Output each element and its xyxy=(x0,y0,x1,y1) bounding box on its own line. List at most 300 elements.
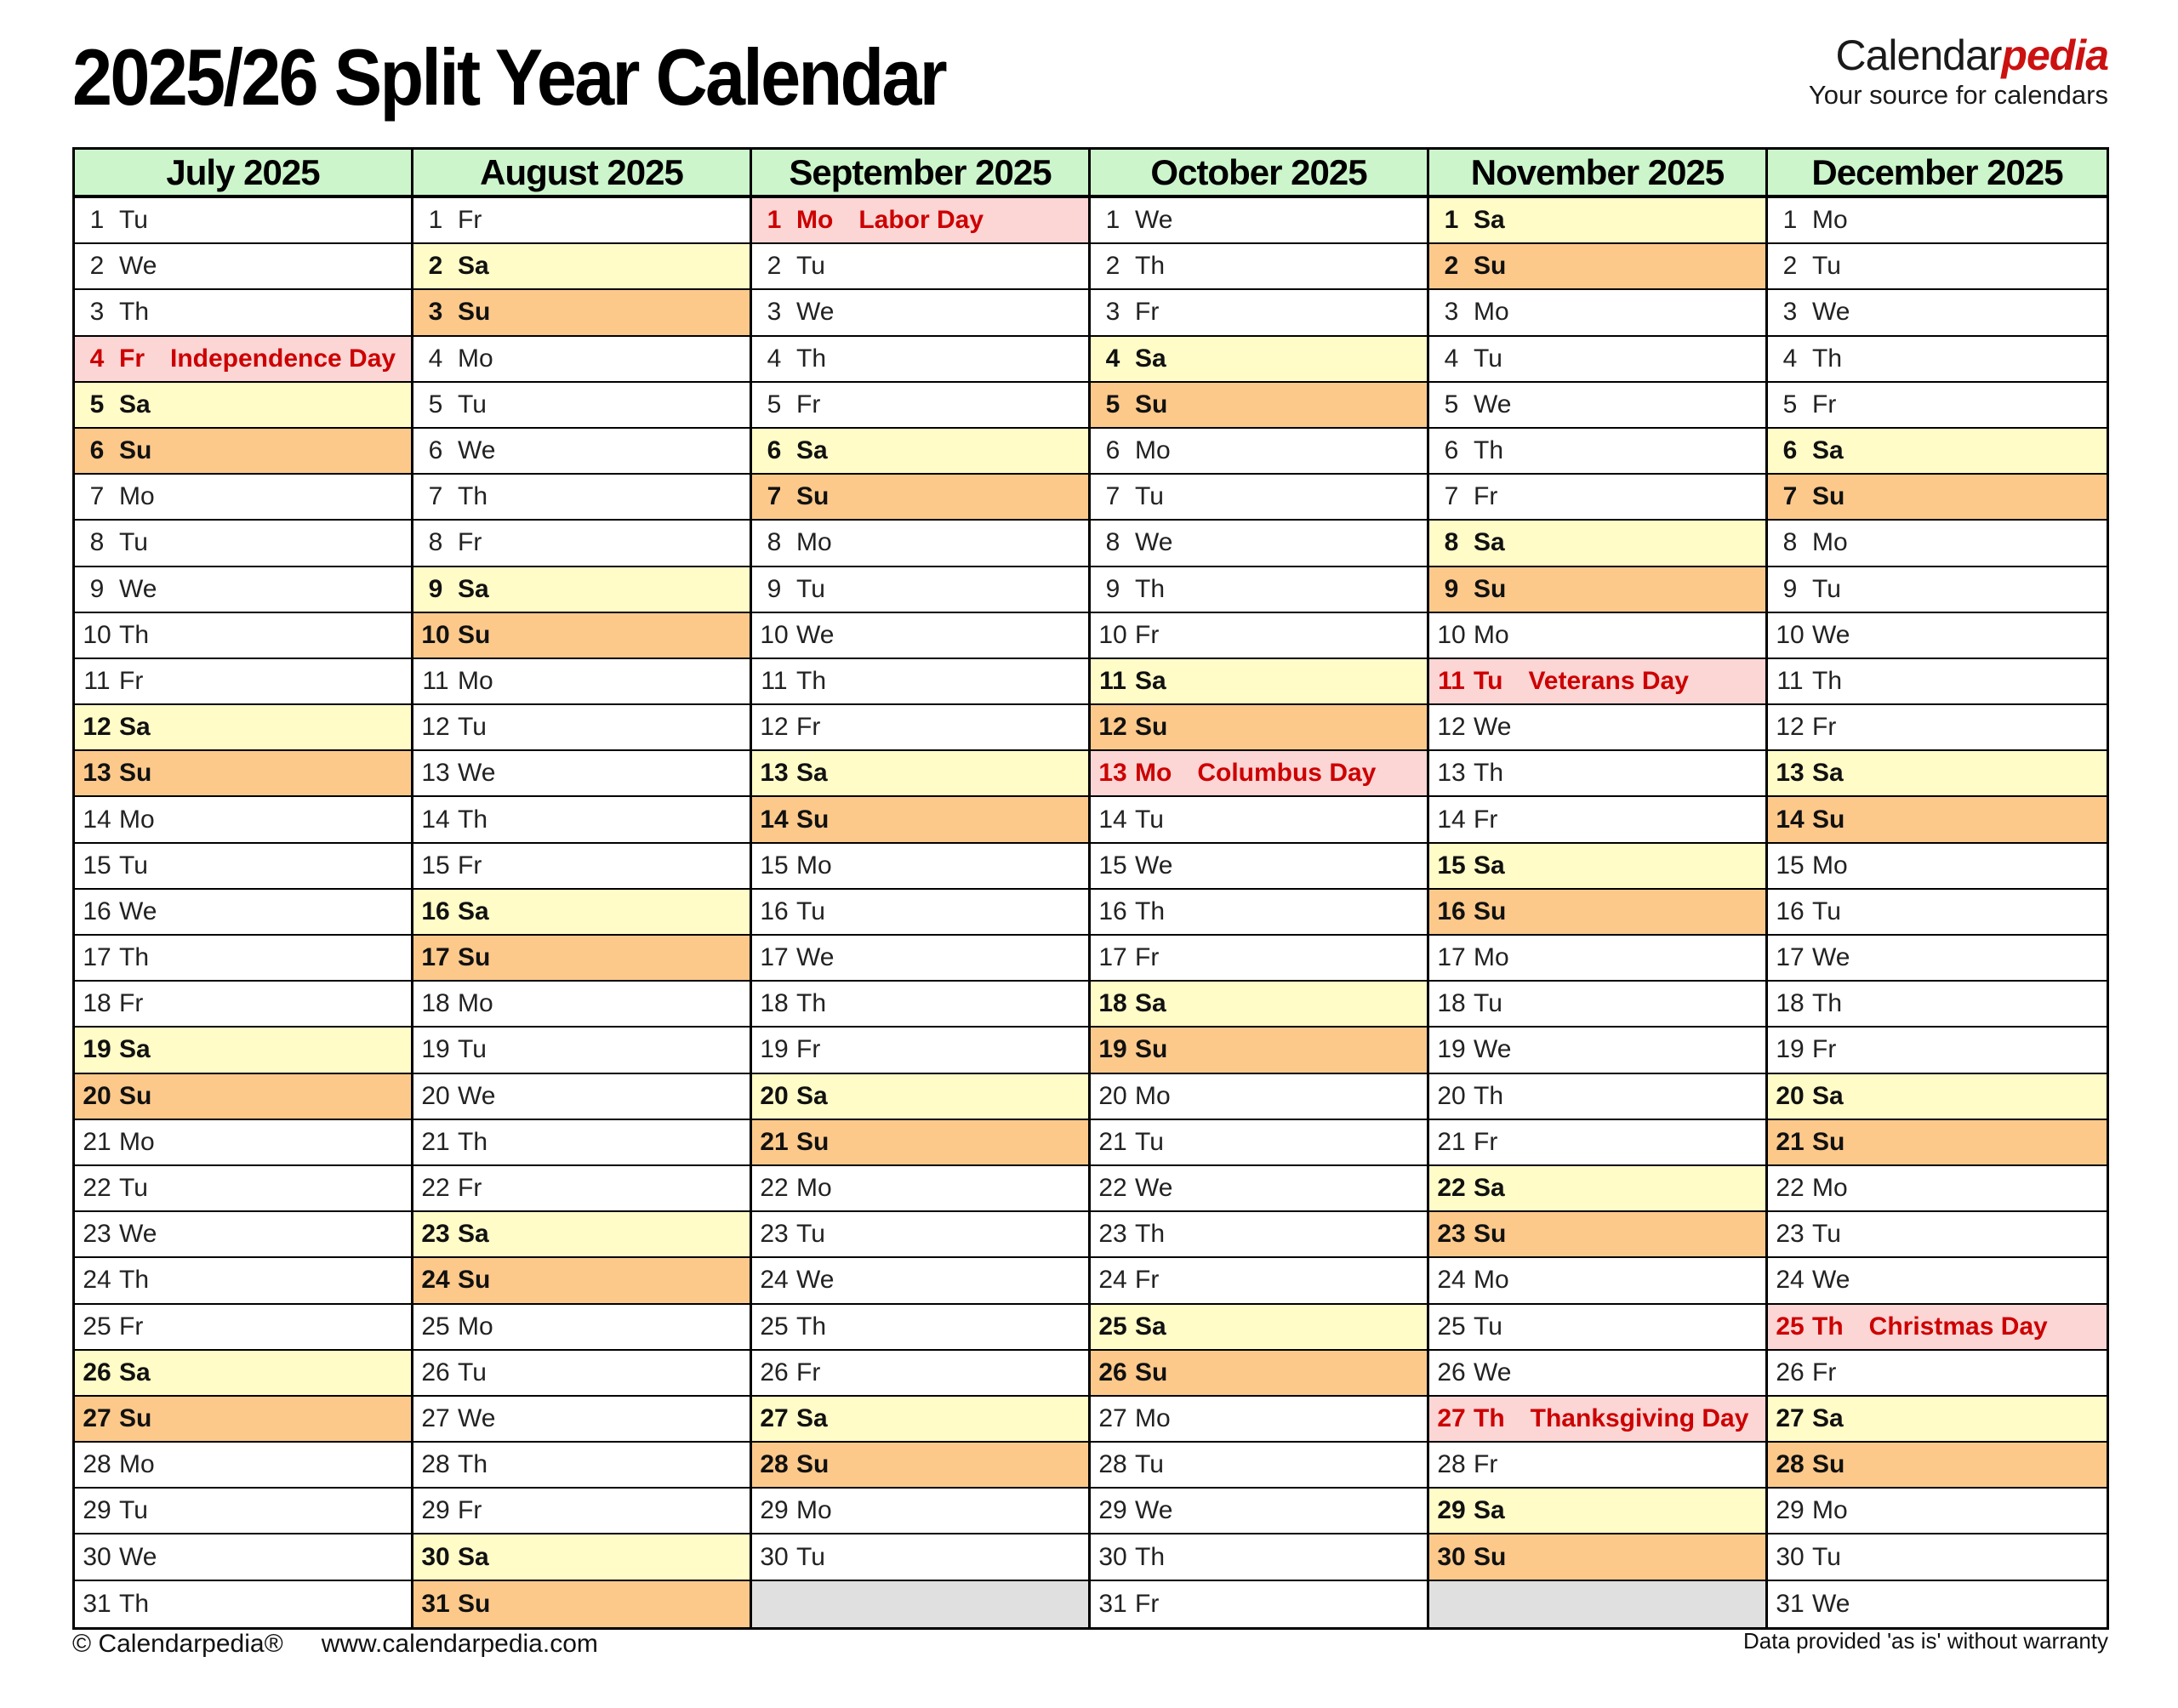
day-cell-november-2025-22 xyxy=(1429,1166,1768,1212)
day-number: 10 xyxy=(1776,620,1805,649)
day-cell-september-2025-23 xyxy=(752,1212,1091,1258)
day-number: 1 xyxy=(1105,206,1120,235)
day-weekday: Mo xyxy=(119,1127,155,1156)
day-cell-august-2025-9 xyxy=(413,567,752,613)
day-cell-august-2025-2 xyxy=(413,244,752,290)
day-weekday: Su xyxy=(458,1589,491,1618)
day-cell-november-2025-26 xyxy=(1429,1351,1768,1397)
day-number: 9 xyxy=(1782,574,1798,603)
day-weekday: Tu xyxy=(1812,1220,1841,1249)
day-cell-july-2025-31 xyxy=(75,1581,413,1627)
day-cell-september-2025-13 xyxy=(752,751,1091,797)
day-weekday: Mo xyxy=(119,805,155,834)
day-weekday: Su xyxy=(458,1266,491,1295)
day-number: 6 xyxy=(1444,436,1459,465)
day-weekday: Su xyxy=(1812,805,1845,834)
day-number: 23 xyxy=(1098,1220,1127,1249)
day-number: 3 xyxy=(1105,298,1120,327)
day-weekday: Fr xyxy=(1135,620,1160,649)
day-weekday: Su xyxy=(119,1403,152,1432)
day-weekday: Tu xyxy=(1474,666,1503,695)
day-weekday: Sa xyxy=(119,390,151,418)
day-number: 30 xyxy=(1776,1542,1805,1571)
day-cell-november-2025-12 xyxy=(1429,705,1768,751)
day-cell-september-2025-15 xyxy=(752,844,1091,890)
day-weekday: We xyxy=(796,943,835,972)
day-number: 19 xyxy=(421,1035,450,1064)
day-cell-september-2025-29 xyxy=(752,1489,1091,1534)
day-cell-september-2025-22 xyxy=(752,1166,1091,1212)
day-weekday: Mo xyxy=(1135,759,1172,788)
day-weekday: Mo xyxy=(796,1174,832,1203)
day-weekday: Su xyxy=(796,1127,830,1156)
day-cell-july-2025-11 xyxy=(75,659,413,705)
day-cell-december-2025-2 xyxy=(1768,244,2107,290)
day-weekday: We xyxy=(119,1220,157,1249)
day-cell-december-2025-15 xyxy=(1768,844,2107,890)
day-number: 20 xyxy=(421,1081,450,1110)
day-cell-december-2025-3 xyxy=(1768,290,2107,336)
day-cell-july-2025-27 xyxy=(75,1397,413,1443)
day-weekday: Tu xyxy=(119,851,148,880)
day-cell-october-2025-28 xyxy=(1091,1443,1429,1489)
day-number: 7 xyxy=(1444,482,1459,511)
day-weekday: Mo xyxy=(119,1450,155,1479)
day-weekday: Su xyxy=(1135,1035,1168,1064)
day-number: 10 xyxy=(421,620,450,649)
day-number: 15 xyxy=(421,851,450,880)
day-cell-july-2025-28 xyxy=(75,1443,413,1489)
day-number: 26 xyxy=(421,1358,450,1386)
day-cell-september-2025-16 xyxy=(752,890,1091,936)
month-header-august-2025: August 2025 xyxy=(413,150,752,198)
day-number: 19 xyxy=(760,1035,789,1064)
day-weekday: Th xyxy=(1812,1312,1844,1341)
day-number: 21 xyxy=(421,1127,450,1156)
day-cell-october-2025-2 xyxy=(1091,244,1429,290)
day-number: 29 xyxy=(83,1496,111,1525)
day-weekday: Th xyxy=(1135,1220,1166,1249)
day-cell-december-2025-26 xyxy=(1768,1351,2107,1397)
day-cell-october-2025-25 xyxy=(1091,1305,1429,1351)
day-cell-august-2025-19 xyxy=(413,1028,752,1073)
day-cell-july-2025-7 xyxy=(75,475,413,521)
day-cell-october-2025-6 xyxy=(1091,429,1429,475)
day-cell-july-2025-30 xyxy=(75,1534,413,1580)
day-cell-september-2025-17 xyxy=(752,936,1091,982)
day-cell-november-2025-18 xyxy=(1429,982,1768,1028)
day-cell-august-2025-16 xyxy=(413,890,752,936)
day-weekday: Su xyxy=(1812,482,1845,511)
day-cell-december-2025-24 xyxy=(1768,1258,2107,1304)
day-weekday: We xyxy=(119,897,157,925)
day-number: 2 xyxy=(89,252,105,281)
day-cell-july-2025-22 xyxy=(75,1166,413,1212)
day-weekday: Fr xyxy=(1135,943,1160,972)
day-weekday: We xyxy=(1135,206,1173,235)
day-cell-september-2025-6 xyxy=(752,429,1091,475)
day-weekday: We xyxy=(796,620,835,649)
day-weekday: Mo xyxy=(1812,1496,1848,1525)
day-weekday: Th xyxy=(1812,989,1843,1018)
day-weekday: Fr xyxy=(458,206,482,235)
day-weekday: Fr xyxy=(119,344,145,373)
day-weekday: Mo xyxy=(1135,1403,1171,1432)
day-number: 22 xyxy=(1776,1174,1805,1203)
day-number: 24 xyxy=(421,1266,450,1295)
day-number: 11 xyxy=(1776,666,1804,695)
day-weekday: Su xyxy=(119,759,152,788)
day-number: 25 xyxy=(83,1312,111,1341)
day-weekday: Fr xyxy=(796,1358,821,1386)
day-weekday: We xyxy=(1135,528,1173,557)
day-cell-august-2025-6 xyxy=(413,429,752,475)
day-weekday: Th xyxy=(119,1589,150,1618)
day-cell-october-2025-8 xyxy=(1091,521,1429,566)
day-cell-july-2025-9 xyxy=(75,567,413,613)
day-number: 5 xyxy=(1782,390,1798,418)
day-number: 16 xyxy=(421,897,450,925)
day-number: 27 xyxy=(1776,1403,1805,1432)
day-weekday: Mo xyxy=(1812,528,1848,557)
day-number: 31 xyxy=(1776,1589,1805,1618)
day-number: 11 xyxy=(1438,666,1465,695)
day-cell-september-2025-28 xyxy=(752,1443,1091,1489)
day-number: 19 xyxy=(83,1035,111,1064)
day-cell-november-2025-7 xyxy=(1429,475,1768,521)
day-weekday: Mo xyxy=(1474,1266,1509,1295)
day-number: 5 xyxy=(89,390,105,418)
day-cell-december-2025-31 xyxy=(1768,1581,2107,1627)
day-weekday: Fr xyxy=(458,851,482,880)
day-number: 22 xyxy=(83,1174,111,1203)
day-weekday: Tu xyxy=(458,1358,487,1386)
day-cell-november-2025-14 xyxy=(1429,797,1768,843)
day-cell-november-2025-9 xyxy=(1429,567,1768,613)
day-cell-july-2025-3 xyxy=(75,290,413,336)
day-number: 4 xyxy=(1105,344,1120,373)
day-weekday: Sa xyxy=(119,713,151,742)
day-number: 24 xyxy=(83,1266,111,1295)
day-number: 24 xyxy=(1776,1266,1805,1295)
day-weekday: Fr xyxy=(119,666,144,695)
day-weekday: Th xyxy=(1474,759,1504,788)
day-cell-august-2025-11 xyxy=(413,659,752,705)
day-weekday: Th xyxy=(1474,1403,1505,1432)
day-weekday: We xyxy=(796,298,835,327)
day-weekday: We xyxy=(458,436,496,465)
footer-left xyxy=(72,1630,598,1659)
day-number: 9 xyxy=(767,574,782,603)
day-number: 26 xyxy=(83,1358,111,1386)
day-weekday: Fr xyxy=(1135,1589,1160,1618)
day-cell-november-2025-21 xyxy=(1429,1120,1768,1166)
day-number: 19 xyxy=(1437,1035,1466,1064)
day-weekday: Su xyxy=(1474,1220,1507,1249)
day-weekday: Tu xyxy=(458,1035,487,1064)
day-weekday: Tu xyxy=(796,252,825,281)
day-number: 15 xyxy=(1776,851,1805,880)
day-cell-july-2025-8 xyxy=(75,521,413,566)
day-number: 6 xyxy=(89,436,105,465)
day-weekday: Sa xyxy=(1135,344,1166,373)
day-number: 2 xyxy=(1444,252,1459,281)
day-weekday: We xyxy=(1135,1496,1173,1525)
day-number: 3 xyxy=(1444,298,1459,327)
day-cell-august-2025-14 xyxy=(413,797,752,843)
day-number: 14 xyxy=(1437,805,1466,834)
day-cell-september-2025-21 xyxy=(752,1120,1091,1166)
day-cell-november-2025-8 xyxy=(1429,521,1768,566)
day-cell-august-2025-20 xyxy=(413,1074,752,1120)
day-number: 5 xyxy=(1444,390,1459,418)
day-number: 28 xyxy=(83,1450,111,1479)
empty-cell-september-2025-row31 xyxy=(752,1581,1091,1627)
day-number: 16 xyxy=(760,897,789,925)
day-number: 6 xyxy=(1782,436,1798,465)
day-number: 27 xyxy=(760,1403,789,1432)
day-number: 8 xyxy=(428,528,443,557)
day-cell-september-2025-8 xyxy=(752,521,1091,566)
day-weekday: Mo xyxy=(119,482,155,511)
day-weekday: Th xyxy=(1474,1081,1504,1110)
day-cell-october-2025-3 xyxy=(1091,290,1429,336)
day-cell-september-2025-25 xyxy=(752,1305,1091,1351)
day-number: 20 xyxy=(83,1081,111,1110)
day-number: 23 xyxy=(1437,1220,1466,1249)
day-number: 22 xyxy=(760,1174,789,1203)
day-weekday: Sa xyxy=(458,1220,489,1249)
day-cell-august-2025-1 xyxy=(413,198,752,244)
day-number: 31 xyxy=(421,1589,450,1618)
day-weekday: Mo xyxy=(796,1496,832,1525)
day-number: 17 xyxy=(83,943,111,972)
day-weekday: Th xyxy=(458,805,488,834)
day-cell-october-2025-19 xyxy=(1091,1028,1429,1073)
footer-url[interactable]: www.calendarpedia.com xyxy=(321,1630,598,1658)
day-number: 23 xyxy=(1776,1220,1805,1249)
day-cell-september-2025-30 xyxy=(752,1534,1091,1580)
day-weekday: Fr xyxy=(1474,805,1498,834)
day-weekday: Th xyxy=(796,989,827,1018)
day-weekday: Mo xyxy=(796,528,832,557)
day-number: 28 xyxy=(760,1450,789,1479)
month-header-july-2025: July 2025 xyxy=(75,150,413,198)
day-cell-november-2025-6 xyxy=(1429,429,1768,475)
day-cell-october-2025-18 xyxy=(1091,982,1429,1028)
day-weekday: We xyxy=(1812,620,1850,649)
day-cell-july-2025-21 xyxy=(75,1120,413,1166)
holiday-name: Independence Day xyxy=(170,344,396,373)
day-number: 13 xyxy=(83,759,111,788)
holiday-name: Columbus Day xyxy=(1197,759,1377,788)
day-number: 15 xyxy=(1098,851,1127,880)
day-cell-august-2025-15 xyxy=(413,844,752,890)
day-weekday: Th xyxy=(458,1450,488,1479)
day-weekday: Su xyxy=(1474,1542,1507,1571)
day-number: 30 xyxy=(1437,1542,1466,1571)
day-number: 20 xyxy=(1776,1081,1805,1110)
day-number: 12 xyxy=(760,713,789,742)
day-number: 7 xyxy=(428,482,443,511)
day-weekday: Th xyxy=(1135,897,1166,925)
day-weekday: Tu xyxy=(796,1542,825,1571)
logo-wordmark xyxy=(1809,31,2108,79)
day-cell-august-2025-13 xyxy=(413,751,752,797)
day-number: 4 xyxy=(767,344,782,373)
day-weekday: Mo xyxy=(1135,1081,1171,1110)
day-cell-september-2025-24 xyxy=(752,1258,1091,1304)
day-weekday: Sa xyxy=(458,252,489,281)
day-weekday: Sa xyxy=(796,436,828,465)
day-cell-july-2025-29 xyxy=(75,1489,413,1534)
day-cell-december-2025-8 xyxy=(1768,521,2107,566)
day-number: 15 xyxy=(83,851,111,880)
day-cell-november-2025-11 xyxy=(1429,659,1768,705)
day-cell-october-2025-15 xyxy=(1091,844,1429,890)
day-weekday: Th xyxy=(1474,436,1504,465)
empty-cell-november-2025-row31 xyxy=(1429,1581,1768,1627)
day-cell-september-2025-7 xyxy=(752,475,1091,521)
day-number: 18 xyxy=(1776,989,1805,1018)
day-cell-july-2025-15 xyxy=(75,844,413,890)
day-number: 25 xyxy=(1437,1312,1466,1341)
day-number: 30 xyxy=(83,1542,111,1571)
day-cell-july-2025-25 xyxy=(75,1305,413,1351)
day-cell-october-2025-9 xyxy=(1091,567,1429,613)
day-number: 11 xyxy=(422,666,449,695)
day-number: 4 xyxy=(89,344,105,373)
day-number: 14 xyxy=(83,805,111,834)
day-weekday: Su xyxy=(119,436,152,465)
day-number: 19 xyxy=(1098,1035,1127,1064)
day-weekday: Tu xyxy=(1812,252,1841,281)
day-weekday: Sa xyxy=(796,759,828,788)
day-weekday: Tu xyxy=(1812,1542,1841,1571)
day-cell-november-2025-23 xyxy=(1429,1212,1768,1258)
day-cell-october-2025-5 xyxy=(1091,383,1429,429)
day-weekday: We xyxy=(1812,1266,1850,1295)
day-number: 1 xyxy=(1444,206,1459,235)
day-weekday: Tu xyxy=(119,1496,148,1525)
day-weekday: Tu xyxy=(119,528,148,557)
day-number: 21 xyxy=(83,1127,111,1156)
day-cell-july-2025-26 xyxy=(75,1351,413,1397)
day-number: 11 xyxy=(83,666,111,695)
day-weekday: Mo xyxy=(796,206,834,235)
day-weekday: Th xyxy=(119,298,150,327)
day-number: 28 xyxy=(1776,1450,1805,1479)
day-number: 3 xyxy=(1782,298,1798,327)
day-cell-august-2025-30 xyxy=(413,1534,752,1580)
day-number: 7 xyxy=(767,482,782,511)
day-weekday: We xyxy=(1812,298,1850,327)
day-number: 18 xyxy=(1437,989,1466,1018)
day-cell-october-2025-13 xyxy=(1091,751,1429,797)
day-cell-november-2025-1 xyxy=(1429,198,1768,244)
day-weekday: Fr xyxy=(1474,1127,1498,1156)
day-cell-december-2025-11 xyxy=(1768,659,2107,705)
day-weekday: We xyxy=(1812,943,1850,972)
day-cell-august-2025-12 xyxy=(413,705,752,751)
day-number: 28 xyxy=(421,1450,450,1479)
day-number: 1 xyxy=(89,206,105,235)
day-number: 29 xyxy=(760,1496,789,1525)
day-cell-august-2025-24 xyxy=(413,1258,752,1304)
day-weekday: Tu xyxy=(1812,574,1841,603)
day-number: 19 xyxy=(1776,1035,1805,1064)
day-cell-october-2025-24 xyxy=(1091,1258,1429,1304)
day-weekday: Sa xyxy=(1812,759,1844,788)
day-number: 5 xyxy=(767,390,782,418)
day-weekday: Tu xyxy=(458,713,487,742)
calendar-grid xyxy=(72,147,2109,1630)
day-cell-december-2025-18 xyxy=(1768,982,2107,1028)
day-number: 10 xyxy=(1437,620,1466,649)
day-number: 3 xyxy=(767,298,782,327)
day-weekday: Sa xyxy=(119,1358,151,1386)
day-cell-july-2025-18 xyxy=(75,982,413,1028)
day-cell-july-2025-19 xyxy=(75,1028,413,1073)
day-number: 14 xyxy=(1098,805,1127,834)
day-number: 13 xyxy=(1776,759,1805,788)
day-cell-october-2025-10 xyxy=(1091,613,1429,659)
day-number: 10 xyxy=(83,620,111,649)
day-cell-october-2025-4 xyxy=(1091,337,1429,383)
day-weekday: Tu xyxy=(1135,1450,1164,1479)
day-number: 15 xyxy=(760,851,789,880)
day-number: 14 xyxy=(760,805,789,834)
day-number: 25 xyxy=(1776,1312,1805,1341)
day-cell-october-2025-1 xyxy=(1091,198,1429,244)
day-weekday: Tu xyxy=(1135,805,1164,834)
day-number: 29 xyxy=(1437,1496,1466,1525)
day-number: 20 xyxy=(760,1081,789,1110)
day-number: 27 xyxy=(421,1403,450,1432)
day-weekday: Su xyxy=(458,943,491,972)
day-cell-august-2025-25 xyxy=(413,1305,752,1351)
day-weekday: We xyxy=(119,252,157,281)
day-weekday: Sa xyxy=(1812,1081,1844,1110)
day-weekday: Tu xyxy=(796,897,825,925)
day-cell-august-2025-17 xyxy=(413,936,752,982)
day-weekday: Sa xyxy=(1474,1496,1505,1525)
day-weekday: Tu xyxy=(1474,344,1502,373)
day-weekday: Fr xyxy=(458,1174,482,1203)
day-weekday: Mo xyxy=(1812,206,1848,235)
day-weekday: Su xyxy=(796,1450,830,1479)
day-number: 30 xyxy=(421,1542,450,1571)
day-weekday: Su xyxy=(796,805,830,834)
day-cell-august-2025-29 xyxy=(413,1489,752,1534)
day-number: 15 xyxy=(1437,851,1466,880)
day-number: 21 xyxy=(760,1127,789,1156)
day-number: 31 xyxy=(1098,1589,1127,1618)
day-cell-december-2025-17 xyxy=(1768,936,2107,982)
day-cell-august-2025-21 xyxy=(413,1120,752,1166)
day-weekday: Mo xyxy=(1135,436,1171,465)
day-number: 12 xyxy=(83,713,111,742)
day-weekday: Sa xyxy=(796,1403,828,1432)
day-weekday: Sa xyxy=(1474,1174,1505,1203)
day-cell-december-2025-19 xyxy=(1768,1028,2107,1073)
day-weekday: Su xyxy=(1812,1450,1845,1479)
day-number: 18 xyxy=(83,989,111,1018)
day-number: 27 xyxy=(83,1403,111,1432)
day-cell-july-2025-20 xyxy=(75,1074,413,1120)
day-number: 20 xyxy=(1437,1081,1466,1110)
holiday-name: Christmas Day xyxy=(1868,1312,2048,1341)
